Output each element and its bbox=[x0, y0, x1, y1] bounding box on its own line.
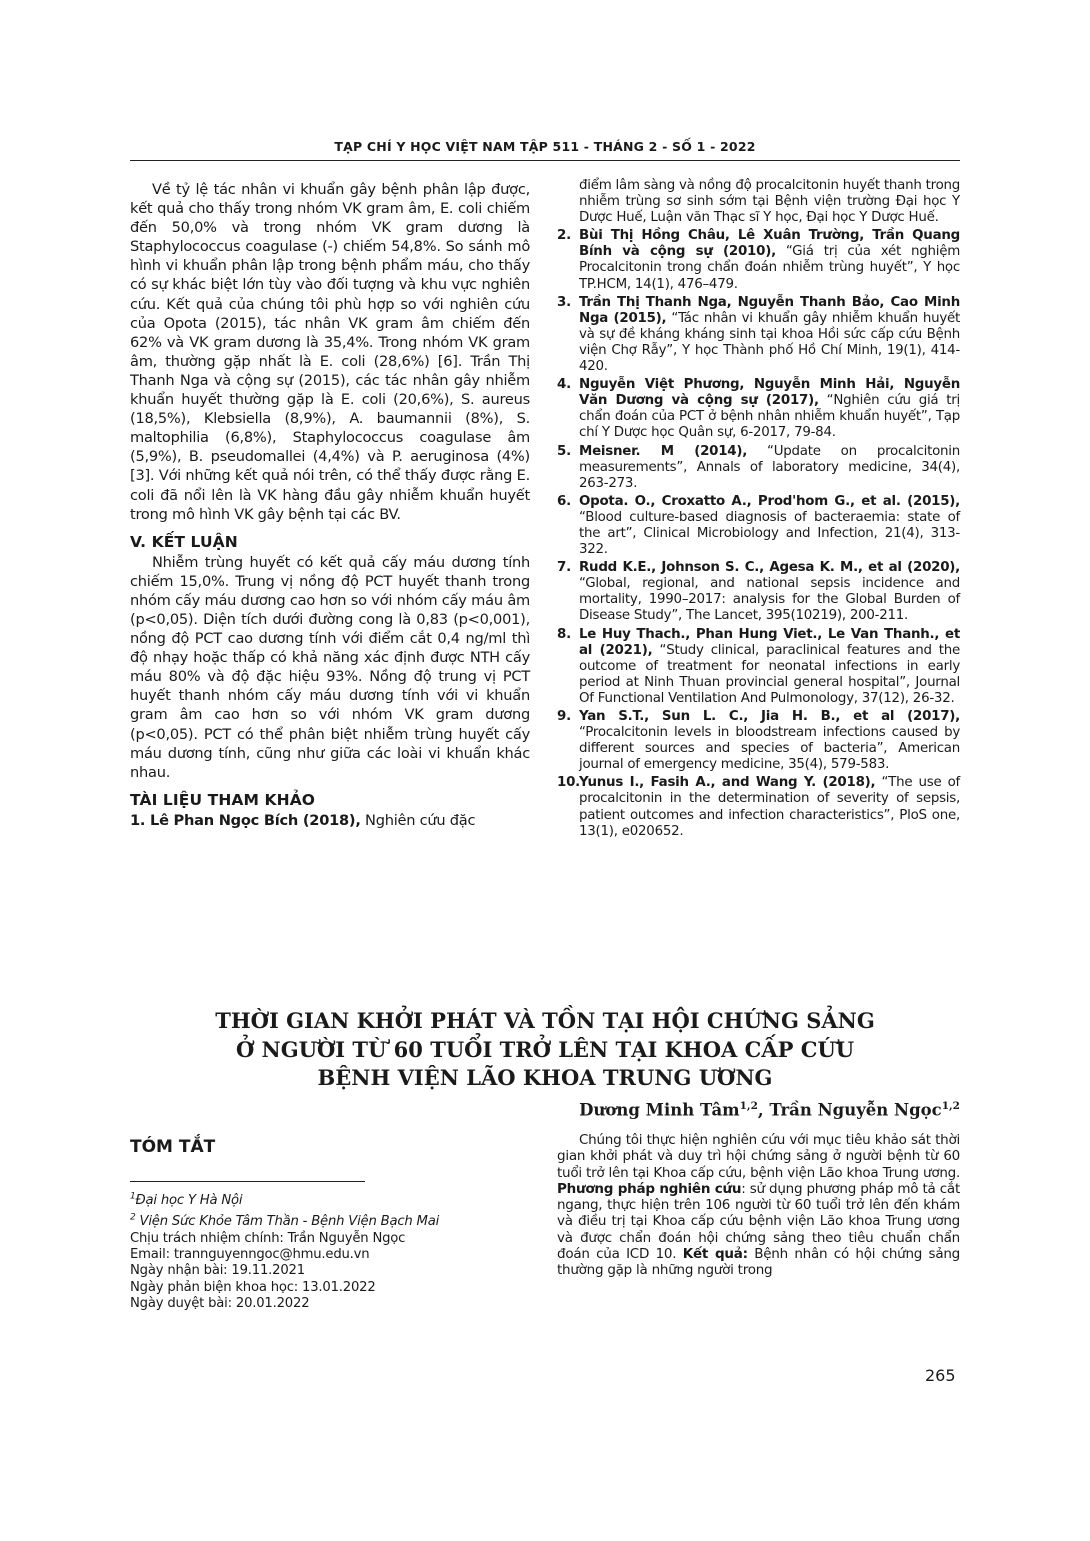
reference-text: “Tác nhân vi khuẩn gây nhiễm khuẩn huyết và sự đề kháng kháng sinh tại khoa Hồi sức cấp cứu Bệnh viện Chợ Rẫy”, Y học Thành phố Hồ Chí Minh, 19(1), 414-420. bbox=[579, 310, 960, 375]
affiliation-2-marker: 2 bbox=[130, 1212, 136, 1223]
affiliation-2 bbox=[130, 1210, 530, 1231]
title-line-2: Ở NGƯỜI TỪ 60 TUỔI TRỞ LÊN TẠI KHOA CẤP CỨU bbox=[235, 1036, 855, 1062]
reference-number: 8. bbox=[557, 626, 571, 642]
reference-body bbox=[579, 295, 960, 375]
reference-item bbox=[557, 627, 960, 707]
email: Email: trannguyenngoc@hmu.edu.vn bbox=[130, 1247, 370, 1262]
conclusion-paragraph: Nhiễm trùng huyết có kết quả cấy máu dương tính chiếm 15,0%. Trung vị nồng độ PCT huyết thanh trong nhóm cấy máu dương cao hơn so với nhóm cấy máu âm (p<0,05). Diện tích dưới đường cong là 0,83 (p<0,001), nồng độ PCT cao dương tính với điểm cắt 0,4 ng/ml thì độ nhạy hoặc thấp có khả năng xác định được NTH cấy máu 80% và độ đặc hiệu 93%. Nồng độ trung vị PCT huyết thanh nhóm cấy máu dương tính với vi khuẩn gram âm cao hơn so với nhóm VK gram dương (p<0,05). PCT có thể phân biệt nhiễm trùng huyết cấy máu dương tính, cũng như giữa các loài vi khuẩn khác nhau. bbox=[130, 553, 530, 781]
reference-list bbox=[557, 228, 960, 839]
abstract-text-3: Bệnh nhân có hội chứng sảng thường gặp là những người trong bbox=[557, 1246, 960, 1279]
affiliation-2-text: Viện Sức Khỏe Tâm Thần - Bệnh Viện Bạch Mai bbox=[135, 1214, 440, 1230]
reference-item bbox=[557, 377, 960, 441]
author-2: Trần Nguyễn Ngọc bbox=[769, 1100, 942, 1120]
reference-text: “The use of procalcitonin in the determination of severity of sepsis, patient outcomes and infection characteristics”, PloS one, 13(1), e020652. bbox=[579, 775, 960, 839]
reference-text: “Giá trị của xét nghiệm Procalcitonin trong chẩn đoán nhiễm trùng huyết”, Y học TP.HCM, 14(1), 476–479. bbox=[579, 244, 960, 292]
reference-number: 5. bbox=[557, 443, 571, 459]
reference-number: 10. bbox=[557, 775, 580, 791]
discussion-paragraph: Về tỷ lệ tác nhân vi khuẩn gây bệnh phân lập được, kết quả cho thấy trong nhóm VK gram âm, E. coli chiếm đến 50,0% và trong nhóm VK gram dương là Staphylococcus coagulase (-) chiếm 54,8%. So sánh mô hình vi khuẩn phân lập trong bệnh phẩm máu, cho thấy có sự khác biệt lớn tùy vào đối tượng và khu vực nghiên cứu. Kết quả của chúng tôi phù hợp so với nghiên cứu của Opota (2015), tác nhân VK gram âm chiếm đến 62% và VK gram dương là 35,4%. Trong nhóm VK gram âm, thường gặp nhất là E. coli (28,6%) [6]. Trần Thị Thanh Nga và cộng sự (2015), các tác nhân gây nhiễm khuẩn huyết thường gặp là E. coli (20,6%), S. aureus (18,5%), Klebsiella (8,9%), A. baumannii (8%), S. maltophilia (6,8%), Staphylococcus coagulase âm (5,9%), B. pseudomallei (4,4%) và P. aeruginosa (4%) [3]. Với những kết quả nói trên, có thể thấy được rằng E. coli đã nổi lên là VK hàng đầu gây nhiễm khuẩn huyết trong mô hình VK gây bệnh tại các BV. bbox=[130, 181, 530, 523]
abstract-text-1: Chúng tôi thực hiện nghiên cứu với mục tiêu khảo sát thời gian khởi phát và duy trì hội chứng sảng ở người bệnh từ 60 tuổi trở lên tại Khoa cấp cứu, bệnh viện Lão khoa Trung ương. bbox=[557, 1132, 960, 1181]
reference-authors: Le Huy Thach., Phan Hung Viet., Le Van Thanh., et al (2021), bbox=[579, 626, 960, 658]
reference-body bbox=[579, 377, 960, 441]
received-date: Ngày nhận bài: 19.11.2021 bbox=[130, 1263, 305, 1279]
left-column bbox=[130, 180, 530, 830]
reference-number: 9. bbox=[557, 709, 571, 724]
authors bbox=[557, 1100, 960, 1120]
abstract-method-label: Phương pháp nghiên cứu bbox=[557, 1180, 742, 1197]
author-1-affiliation: 1,2 bbox=[739, 1100, 758, 1112]
reference-text: “Blood culture-based diagnosis of bacteraemia: state of the art”, Clinical Microbiology and Infection, 21(4), 313-322. bbox=[579, 509, 960, 558]
abstract-heading: TÓM TẮT bbox=[130, 1137, 216, 1157]
reference-1-lead bbox=[130, 811, 530, 830]
reference-number: 3. bbox=[557, 294, 571, 310]
page-number: 265 bbox=[925, 1366, 956, 1385]
article-title bbox=[130, 1007, 960, 1093]
reference-item bbox=[557, 560, 960, 624]
reference-body bbox=[579, 775, 960, 839]
affiliation-1-marker: 1 bbox=[130, 1192, 136, 1202]
reference-authors: Opota. O., Croxatto A., Prod'hom G., et al. (2015), bbox=[579, 493, 960, 509]
reference-item bbox=[557, 295, 960, 375]
reference-number: 4. bbox=[557, 377, 571, 393]
reference-body bbox=[579, 560, 960, 624]
abstract-result-label: Kết quả: bbox=[682, 1246, 748, 1263]
reference-1-lead-text: Nghiên cứu đặc bbox=[360, 811, 476, 829]
reference-body bbox=[579, 627, 960, 707]
reference-authors: Yan S.T., Sun L. C., Jia H. B., et al (2017), bbox=[579, 709, 960, 724]
reference-body bbox=[579, 444, 960, 492]
footnotes bbox=[130, 1189, 530, 1313]
reference-item bbox=[557, 775, 960, 839]
reference-body bbox=[579, 494, 960, 558]
reference-text: “Study clinical, paraclinical features and the outcome of treatment for neonatal infections in early period at Ninh Thuan provincial general hospital”, Journal Of Functional Ventilation And Pulmonology, 37(12), 26-32. bbox=[579, 642, 960, 706]
accepted-date: Ngày duyệt bài: 20.01.2022 bbox=[130, 1296, 310, 1312]
affiliation-1 bbox=[130, 1189, 530, 1210]
reference-number: 2. bbox=[557, 228, 571, 244]
footnote-rule bbox=[130, 1181, 365, 1182]
author-separator: , bbox=[757, 1100, 770, 1120]
reference-body bbox=[579, 709, 960, 773]
reference-1-continuation: điểm lâm sàng và nồng độ procalcitonin huyết thanh trong nhiễm trùng sơ sinh sớm tại Bệnh viện trường Đại học Y Dược Huế, Luận văn Thạc sĩ Y học, Đại học Y Dược Huế. bbox=[579, 178, 960, 226]
reference-item bbox=[557, 494, 960, 558]
reference-text: “Procalcitonin levels in bloodstream infections caused by different sources and species of bacteria”, American journal of emergency medicine, 35(4), 579-583. bbox=[579, 725, 960, 773]
author-2-affiliation: 1,2 bbox=[941, 1100, 960, 1112]
author-1: Dương Minh Tâm bbox=[579, 1100, 740, 1120]
reference-authors: Trần Thị Thanh Nga, Nguyễn Thanh Bảo, Cao Minh Nga (2015), bbox=[579, 294, 960, 326]
reference-number: 6. bbox=[557, 493, 571, 509]
references-heading: TÀI LIỆU THAM KHẢO bbox=[130, 790, 316, 809]
abstract-body bbox=[557, 1132, 960, 1279]
review-date: Ngày phản biện khoa học: 13.01.2022 bbox=[130, 1279, 376, 1295]
journal-header: TẠP CHÍ Y HỌC VIỆT NAM TẬP 511 - THÁNG 2 - SỐ 1 - 2022 bbox=[334, 139, 756, 154]
reference-authors: Bùi Thị Hồng Châu, Lê Xuân Trường, Trần Quang Bính và cộng sự (2010), bbox=[579, 228, 960, 260]
reference-body bbox=[579, 228, 960, 292]
reference-text: “Global, regional, and national sepsis incidence and mortality, 1990–2017: analysis for the Global Burden of Disease Study”, The Lancet, 395(10219), 200-211. bbox=[579, 576, 960, 624]
reference-authors: Yunus I., Fasih A., and Wang Y. (2018), bbox=[579, 775, 876, 791]
corresponding-author: Chịu trách nhiệm chính: Trần Nguyễn Ngọc bbox=[130, 1230, 406, 1246]
right-column-references bbox=[557, 178, 960, 842]
reference-authors: Meisner. M (2014), bbox=[579, 443, 748, 459]
reference-text: “Update on procalcitonin measurements”, Annals of laboratory medicine, 34(4), 263-273. bbox=[579, 443, 960, 491]
reference-item bbox=[557, 709, 960, 773]
reference-item bbox=[557, 444, 960, 492]
conclusion-heading: V. KẾT LUẬN bbox=[130, 532, 238, 551]
title-line-3: BỆNH VIỆN LÃO KHOA TRUNG ƯƠNG bbox=[317, 1065, 773, 1090]
reference-number: 7. bbox=[557, 560, 571, 576]
header-rule bbox=[130, 160, 960, 161]
reference-1-author: 1. Lê Phan Ngọc Bích (2018), bbox=[130, 811, 361, 829]
reference-item bbox=[557, 228, 960, 292]
title-line-1: THỜI GIAN KHỞI PHÁT VÀ TỒN TẠI HỘI CHỨNG SẢNG bbox=[215, 1008, 875, 1033]
reference-authors: Rudd K.E., Johnson S. C., Agesa K. M., et al (2020), bbox=[579, 560, 960, 576]
abstract-text-2: : sử dụng phương pháp mô tả cắt ngang, thực hiện trên 106 người từ 60 tuổi trở lên đến khám và điều trị tại Khoa cấp cứu bệnh viện Lão khoa Trung ương và được chẩn đoán hội chứng sảng theo tiêu chuẩn chẩn đoán của ICD 10. bbox=[557, 1180, 960, 1263]
reference-authors: Nguyễn Việt Phương, Nguyễn Minh Hải, Nguyễn Văn Dương và cộng sự (2017), bbox=[579, 377, 960, 409]
reference-text: “Nghiên cứu giá trị chẩn đoán của PCT ở bệnh nhân nhiễm khuẩn huyết”, Tạp chí Y Dược học Quân sự, 6-2017, 79-84. bbox=[579, 393, 960, 441]
affiliation-1-text: Đại học Y Hà Nội bbox=[135, 1193, 243, 1209]
